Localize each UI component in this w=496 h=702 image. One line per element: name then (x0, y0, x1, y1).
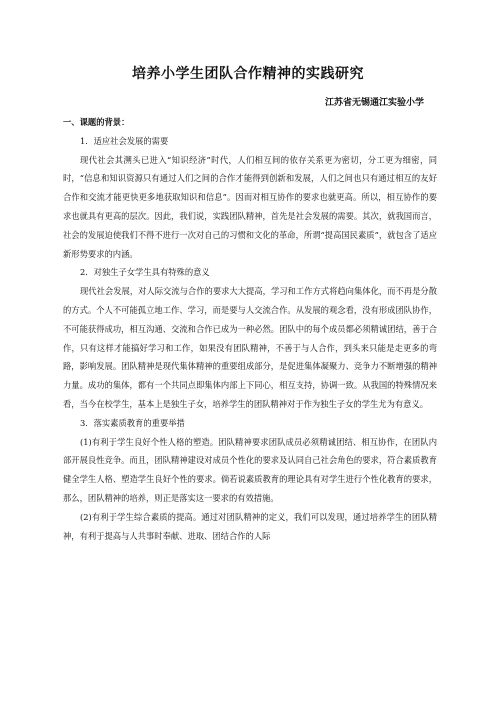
subsection-title-1: 1．适应社会发展的需要 (80, 135, 169, 146)
paragraph: 现代社会其溯头已进入“知识经济”时代，人们相互间的依存关系更为密切，分工更为细密，同时，“信息和知识资源只有通过人们之间的合作才能得到创新和发展，人们之间也只有通过相互的友好合作和交流才能更快更多地获取知识和信息”。因而对相互协作的要求也就更高。所以，相互协作的要求也就具有更高的层次。因此，我们说，实践团队精神，首先是社会发展的需要。其次，就我国而言，社会的发展迫使我们不得不进行一次对自己的习惯和文化的革命，所谓“提高国民素质”，就包含了适应新形势要求的内涵。 (63, 154, 437, 259)
paragraph: 现代社会发展，对人际交流与合作的要求大大提高，学习和工作方式将趋向集体化，而不再是分散的方式。个人不可能孤立地工作、学习，而是要与人交流合作。从发展的观念看，没有形成团队协作，不可能获得成功，相互沟通、交流和合作已成为一种必然。团队中的每个成员都必须精诚团结，善于合作，只有这样才能搞好学习和工作，如果没有团队精神，不善于与人合作，到头来只能是走更多的弯路，影响发展。团队精神是现代集体精神的重要组成部分，是促进集体凝聚力、竞争力不断增强的精神力量。成功的集体，都有一个共同点即集体内部上下同心，相互支持，协调一致。从我国的特殊情况来看，当今在校学生，基本上是独生子女，培养学生的团队精神对于作为独生子女的学生尤为有意义。 (63, 286, 437, 409)
subsection-title-2: 2．对独生子女学生具有特殊的意义 (80, 267, 210, 278)
document-body (63, 113, 437, 545)
author-affiliation: 江苏省无锡通江实验小学 (324, 98, 424, 108)
subsection-title-3: 3．落实素质教育的重要举措 (80, 417, 185, 428)
section-heading-background: 一、课题的背景： (63, 117, 130, 127)
document-title: 培养小学生团队合作精神的实践研究 (132, 66, 364, 82)
paragraph: (2)有利于学生综合素质的提高。通过对团队精神的定义，我们可以发现，通过培养学生的团队精神，有利于提高与人共事时奉献、进取、团结合作的人际 (63, 511, 437, 541)
paragraph: (1)有利于学生良好个性人格的塑造。团队精神要求团队成员必须精诚团结、相互协作，在团队内部开展良性竞争。而且，团队精神建设对成员个性化的要求及认同自己社会角色的要求，符合素质教育健全学生人格、塑造学生良好个性的要求。倘若说素质教育的理论具有对学生进行个性化教育的要求，那么，团队精神的培养，则正是落实这一要求的有效措施。 (63, 436, 437, 503)
